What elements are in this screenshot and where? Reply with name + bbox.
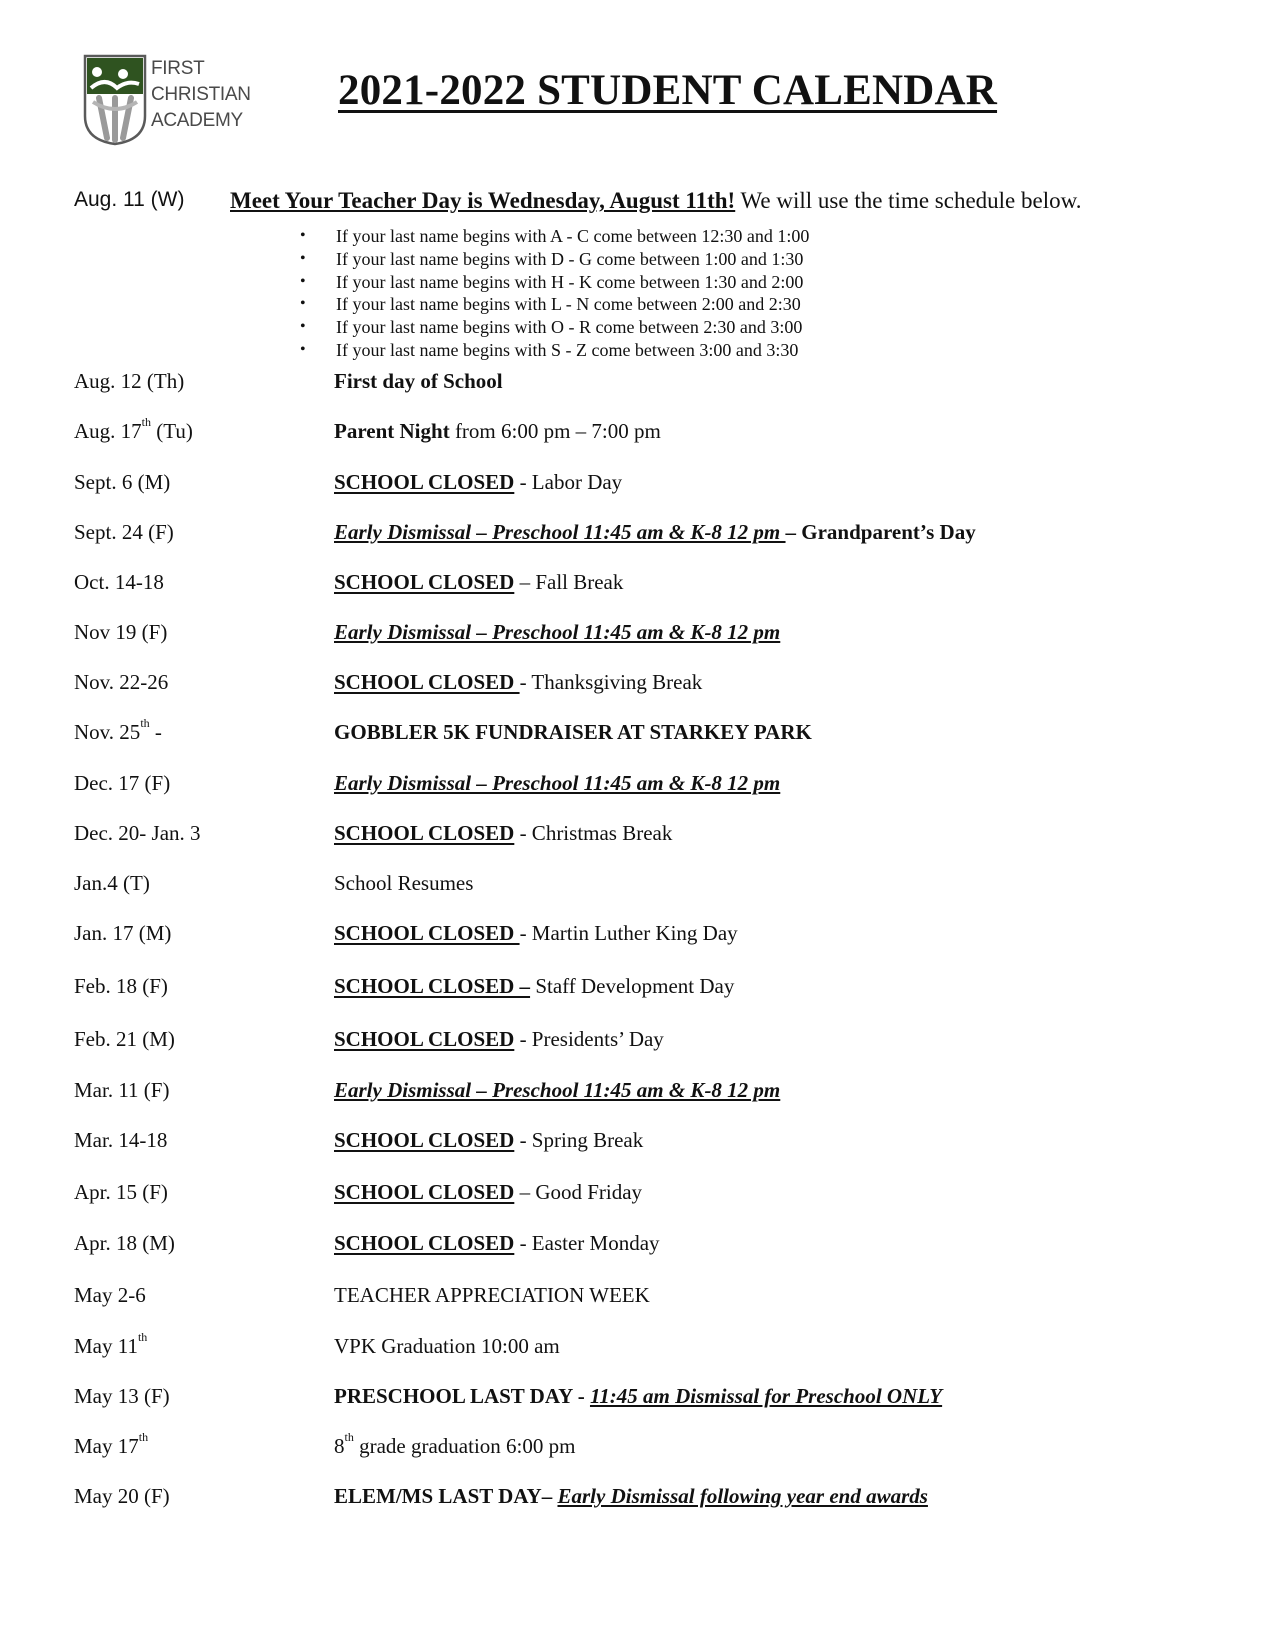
schedule-item: • If your last name begins with O - R come between 2:30 and 3:00 (300, 316, 809, 339)
calendar-event (74, 470, 1234, 500)
schedule-item: • If your last name begins with S - Z come between 3:00 and 3:30 (300, 339, 809, 362)
school-closed-label: SCHOOL CLOSED (334, 921, 520, 945)
event-date: Nov. 22-26 (74, 670, 169, 694)
page-title: 2021-2022 STUDENT CALENDAR (338, 67, 998, 114)
calendar-event (74, 1484, 1234, 1514)
calendar-event (74, 771, 1234, 801)
intro-date: Aug. 11 (W) (74, 188, 185, 211)
schedule-item: • If your last name begins with L - N come between 2:00 and 2:30 (300, 293, 809, 316)
calendar-event (74, 369, 1234, 399)
school-closed-label: SCHOOL CLOSED – (334, 974, 531, 998)
event-date: Apr. 18 (M) (74, 1231, 175, 1255)
event-description: SCHOOL CLOSED - Easter Monday (334, 1231, 660, 1255)
calendar-event (74, 670, 1234, 700)
event-description: 8th grade graduation 6:00 pm (334, 1430, 576, 1458)
school-closed-label: SCHOOL CLOSED (334, 1180, 515, 1204)
school-closed-label: SCHOOL CLOSED (334, 470, 515, 494)
event-date: Sept. 24 (F) (74, 520, 174, 544)
event-description: TEACHER APPRECIATION WEEK (334, 1283, 650, 1307)
event-description: SCHOOL CLOSED - Thanksgiving Break (334, 670, 703, 694)
event-description: SCHOOL CLOSED - Labor Day (334, 470, 623, 494)
event-description (334, 620, 780, 645)
event-description: School Resumes (334, 871, 474, 895)
school-logo (83, 54, 253, 146)
academy-emblem-icon (83, 54, 147, 146)
calendar-event (74, 520, 1234, 550)
event-date: Feb. 21 (M) (74, 1027, 175, 1051)
early-dismissal-label: Early Dismissal – Preschool 11:45 am & K-8 12 pm (334, 520, 786, 544)
early-dismissal-label: Early Dismissal – Preschool 11:45 am & K-8 12 pm (334, 620, 781, 644)
event-date: May 20 (F) (74, 1484, 170, 1508)
event-description (334, 1078, 780, 1103)
school-closed-label: SCHOOL CLOSED (334, 821, 515, 845)
event-description: SCHOOL CLOSED - Spring Break (334, 1128, 644, 1152)
calendar-event (74, 716, 1234, 750)
early-dismissal-label: Early Dismissal – Preschool 11:45 am & K-8 12 pm (334, 1078, 781, 1102)
calendar-event (74, 1180, 1234, 1210)
early-dismissal-label: 11:45 am Dismissal for Preschool ONLY (589, 1384, 943, 1408)
schedule-item: • If your last name begins with D - G come between 1:00 and 1:30 (300, 248, 809, 271)
calendar-event (74, 1430, 1234, 1464)
event-date: Nov 19 (F) (74, 620, 168, 644)
calendar-event (74, 1330, 1234, 1364)
event-date: Sept. 6 (M) (74, 470, 171, 494)
event-date: May 17th (74, 1430, 149, 1458)
event-date: May 13 (F) (74, 1384, 170, 1408)
intro-text (230, 188, 1081, 214)
time-schedule-list (300, 225, 809, 362)
calendar-event (74, 1231, 1234, 1261)
event-description: GOBBLER 5K FUNDRAISER AT STARKEY PARK (334, 720, 812, 744)
event-date: Aug. 17th (Tu) (74, 415, 193, 443)
event-description: SCHOOL CLOSED - Presidents’ Day (334, 1027, 664, 1051)
school-closed-label: SCHOOL CLOSED (334, 670, 520, 694)
event-date: Mar. 14-18 (74, 1128, 168, 1152)
school-closed-label: SCHOOL CLOSED (334, 570, 515, 594)
event-description: PRESCHOOL LAST DAY - 11:45 am Dismissal for Preschool ONLY (334, 1384, 943, 1408)
event-date: Jan. 17 (M) (74, 921, 172, 945)
logo-line-1: FIRST (151, 58, 205, 79)
school-closed-label: SCHOOL CLOSED (334, 1027, 515, 1051)
event-date: Apr. 15 (F) (74, 1180, 168, 1204)
schedule-item: • If your last name begins with H - K come between 1:30 and 2:00 (300, 271, 809, 294)
logo-wordmark (151, 56, 251, 134)
event-date: May 2-6 (74, 1283, 146, 1307)
calendar-event (74, 1384, 1234, 1414)
school-closed-label: SCHOOL CLOSED (334, 1128, 515, 1152)
calendar-event (74, 1283, 1234, 1313)
event-date: Aug. 12 (Th) (74, 369, 185, 393)
event-description: SCHOOL CLOSED - Martin Luther King Day (334, 921, 738, 945)
event-date: Oct. 14-18 (74, 570, 164, 594)
event-date: May 11th (74, 1330, 148, 1358)
event-description: SCHOOL CLOSED – Staff Development Day (334, 974, 735, 998)
calendar-event (74, 570, 1234, 600)
intro-sentence: We will use the time schedule below. (735, 188, 1082, 213)
intro-heading: Meet Your Teacher Day is Wednesday, August 11th! (230, 188, 736, 213)
event-date: Dec. 20- Jan. 3 (74, 821, 201, 845)
calendar-event (74, 821, 1234, 851)
event-description: SCHOOL CLOSED - Christmas Break (334, 821, 673, 845)
schedule-item: • If your last name begins with A - C come between 12:30 and 1:00 (300, 225, 809, 248)
event-description: VPK Graduation 10:00 am (334, 1334, 560, 1358)
school-closed-label: SCHOOL CLOSED (334, 1231, 515, 1255)
event-date: Nov. 25th - (74, 716, 162, 744)
event-date: Mar. 11 (F) (74, 1078, 170, 1102)
event-description: ELEM/MS LAST DAY– Early Dismissal following year end awards (334, 1484, 928, 1508)
calendar-event (74, 620, 1234, 650)
event-description (334, 771, 780, 796)
calendar-event (74, 921, 1234, 951)
logo-line-2: CHRISTIAN (151, 84, 251, 105)
calendar-event (74, 1128, 1234, 1158)
calendar-event (74, 974, 1234, 1004)
early-dismissal-label: Early Dismissal – Preschool 11:45 am & K-8 12 pm (334, 771, 781, 795)
event-description: First day of School (334, 369, 503, 393)
early-dismissal-label: Early Dismissal following year end awards (557, 1484, 928, 1508)
logo-line-3: ACADEMY (151, 110, 243, 131)
event-description: Early Dismissal – Preschool 11:45 am & K-8 12 pm – Grandparent’s Day (334, 520, 976, 544)
event-description: SCHOOL CLOSED – Good Friday (334, 1180, 643, 1204)
event-date: Feb. 18 (F) (74, 974, 168, 998)
calendar-event (74, 415, 1234, 449)
event-description: SCHOOL CLOSED – Fall Break (334, 570, 624, 594)
event-date: Dec. 17 (F) (74, 771, 171, 795)
event-description: Parent Night from 6:00 pm – 7:00 pm (334, 419, 661, 443)
calendar-event (74, 1027, 1234, 1057)
calendar-event (74, 1078, 1234, 1108)
event-date: Jan.4 (T) (74, 871, 150, 895)
calendar-event (74, 871, 1234, 901)
